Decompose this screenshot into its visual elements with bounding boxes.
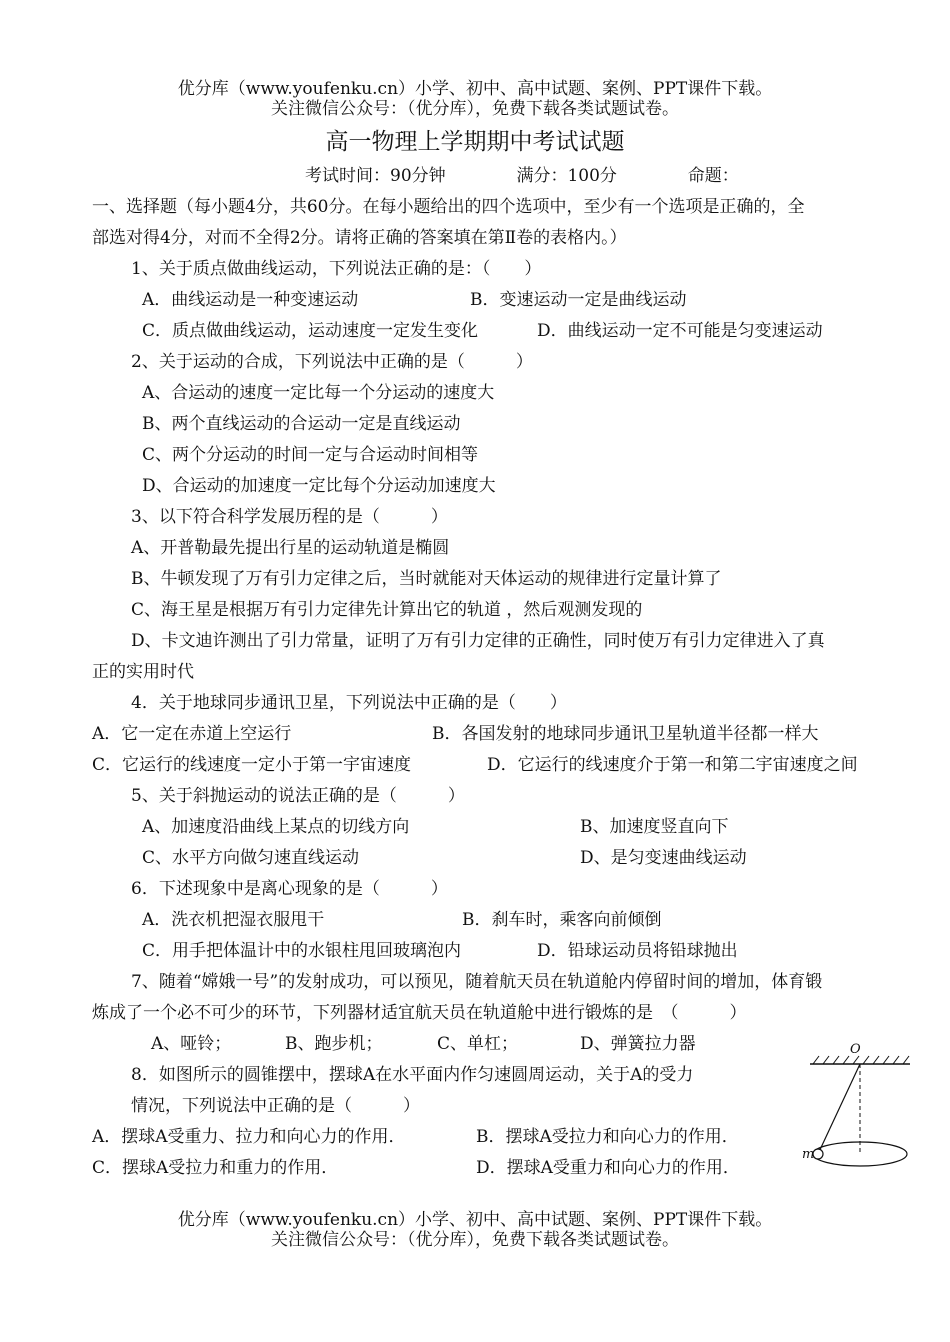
page-title: 高一物理上学期期中考试试题: [325, 129, 625, 155]
section-intro-line-2: 部选对得4分，对而不全得2分。请将正确的答案填在第Ⅱ卷的表格内。）: [92, 228, 627, 248]
q2-option-d: D、合运动的加速度一定比每个分运动加速度大: [142, 476, 496, 496]
ceiling-hatch: [810, 1056, 910, 1064]
q2-option-a: A、合运动的速度一定比每一个分运动的速度大: [142, 383, 495, 403]
q4-option-d: D．它运行的线速度介于第一和第二宇宙速度之间: [487, 755, 858, 775]
q4-stem: 4．关于地球同步通讯卫星，下列说法中正确的是（ ）: [131, 693, 567, 713]
q6-option-c: C．用手把体温计中的水银柱甩回玻璃泡内: [142, 941, 462, 961]
q1-option-a: A．曲线运动是一种变速运动: [142, 290, 359, 310]
q6-option-b: B．刹车时，乘客向前倾倒: [462, 910, 662, 930]
exam-author: 命题：: [687, 166, 739, 186]
q6-stem: 6．下述现象中是离心现象的是（ ）: [131, 879, 448, 899]
pendulum-string: [818, 1064, 860, 1154]
label-m: m: [802, 1147, 815, 1162]
q8-option-d: D．摆球A受重力和向心力的作用．: [476, 1158, 740, 1178]
conical-pendulum-diagram: [802, 1040, 915, 1180]
q4-option-a: A．它一定在赤道上空运行: [92, 724, 292, 744]
q4-option-c: C．它运行的线速度一定小于第一宇宙速度: [92, 755, 412, 775]
q5-option-b: B、加速度竖直向下: [580, 817, 729, 837]
q7-option-a: A、哑铃；: [151, 1034, 232, 1054]
header-line-1: 优分库（www.youfenku.cn）小学、初中、高中试题、案例、PPT课件下载。: [177, 79, 773, 99]
q1-stem: 1、关于质点做曲线运动，下列说法正确的是：（ ）: [131, 259, 542, 279]
q3-option-d-line-1: D、卡文迪许测出了引力常量，证明了万有引力定律的正确性，同时使万有引力定律进入了真: [131, 631, 825, 651]
q3-option-c: C、海王星是根据万有引力定律先计算出它的轨道 ，然后观测发现的: [131, 600, 643, 620]
q2-stem: 2、关于运动的合成，下列说法中正确的是（ ）: [131, 352, 533, 372]
q3-stem: 3、以下符合科学发展历程的是（ ）: [131, 507, 448, 527]
q1-option-c: C．质点做曲线运动，运动速度一定发生变化: [142, 321, 479, 341]
q3-option-d-line-2: 正的实用时代: [92, 662, 194, 682]
q5-stem: 5、关于斜抛运动的说法正确的是（ ）: [131, 786, 465, 806]
q8-option-c: C．摆球A受拉力和重力的作用．: [92, 1158, 339, 1178]
q8-option-b: B．摆球A受拉力和向心力的作用．: [476, 1127, 739, 1147]
q7-option-d: D、弹簧拉力器: [580, 1034, 696, 1054]
q1-option-b: B．变速运动一定是曲线运动: [470, 290, 687, 310]
exam-score: 满分：100分: [516, 166, 617, 186]
q6-option-a: A．洗衣机把湿衣服甩干: [142, 910, 325, 930]
label-o: O: [850, 1042, 861, 1057]
q5-option-d: D、是匀变速曲线运动: [580, 848, 747, 868]
q7-option-b: B、跑步机；: [285, 1034, 383, 1054]
footer-line-1: 优分库（www.youfenku.cn）小学、初中、高中试题、案例、PPT课件下载。: [177, 1210, 773, 1230]
q3-option-a: A、开普勒最先提出行星的运动轨道是椭圆: [131, 538, 450, 558]
q8-stem-line-1: 8．如图所示的圆锥摆中，摆球A在水平面内作匀速圆周运动，关于A的受力: [131, 1065, 694, 1085]
q1-option-d: D．曲线运动一定不可能是匀变速运动: [537, 321, 823, 341]
q7-stem-line-2: 炼成了一个必不可少的环节，下列器材适宜航天员在轨道舱中进行锻炼的是 （ ）: [92, 1003, 747, 1023]
section-intro-line-1: 一、选择题（每小题4分，共60分。在每小题给出的四个选项中，至少有一个选项是正确的，全: [92, 197, 805, 217]
q6-option-d: D．铅球运动员将铅球抛出: [537, 941, 738, 961]
q7-stem-line-1: 7、随着“嫦娥一号”的发射成功，可以预见，随着航天员在轨道舱内停留时间的增加，体育锻: [131, 972, 823, 992]
q8-option-a: A．摆球A受重力、拉力和向心力的作用．: [92, 1127, 406, 1147]
q4-option-b: B．各国发射的地球同步通讯卫星轨道半径都一样大: [432, 724, 819, 744]
q2-option-b: B、两个直线运动的合运动一定是直线运动: [142, 414, 461, 434]
pendulum-bob: [813, 1149, 823, 1159]
q2-option-c: C、两个分运动的时间一定与合运动时间相等: [142, 445, 479, 465]
exam-info: [305, 165, 739, 187]
exam-time: 考试时间：90分钟: [305, 166, 446, 186]
q5-option-a: A、加速度沿曲线上某点的切线方向: [142, 817, 410, 837]
q7-option-c: C、单杠；: [437, 1034, 519, 1054]
q3-option-b: B、牛顿发现了万有引力定律之后，当时就能对天体运动的规律进行定量计算了: [131, 569, 722, 589]
footer-line-2: 关注微信公众号：（优分库），免费下载各类试题试卷。: [271, 1230, 679, 1250]
q5-option-c: C、水平方向做匀速直线运动: [142, 848, 360, 868]
q8-stem-line-2: 情况，下列说法中正确的是（ ）: [131, 1096, 420, 1116]
header-line-2: 关注微信公众号：（优分库），免费下载各类试题试卷。: [271, 99, 679, 119]
